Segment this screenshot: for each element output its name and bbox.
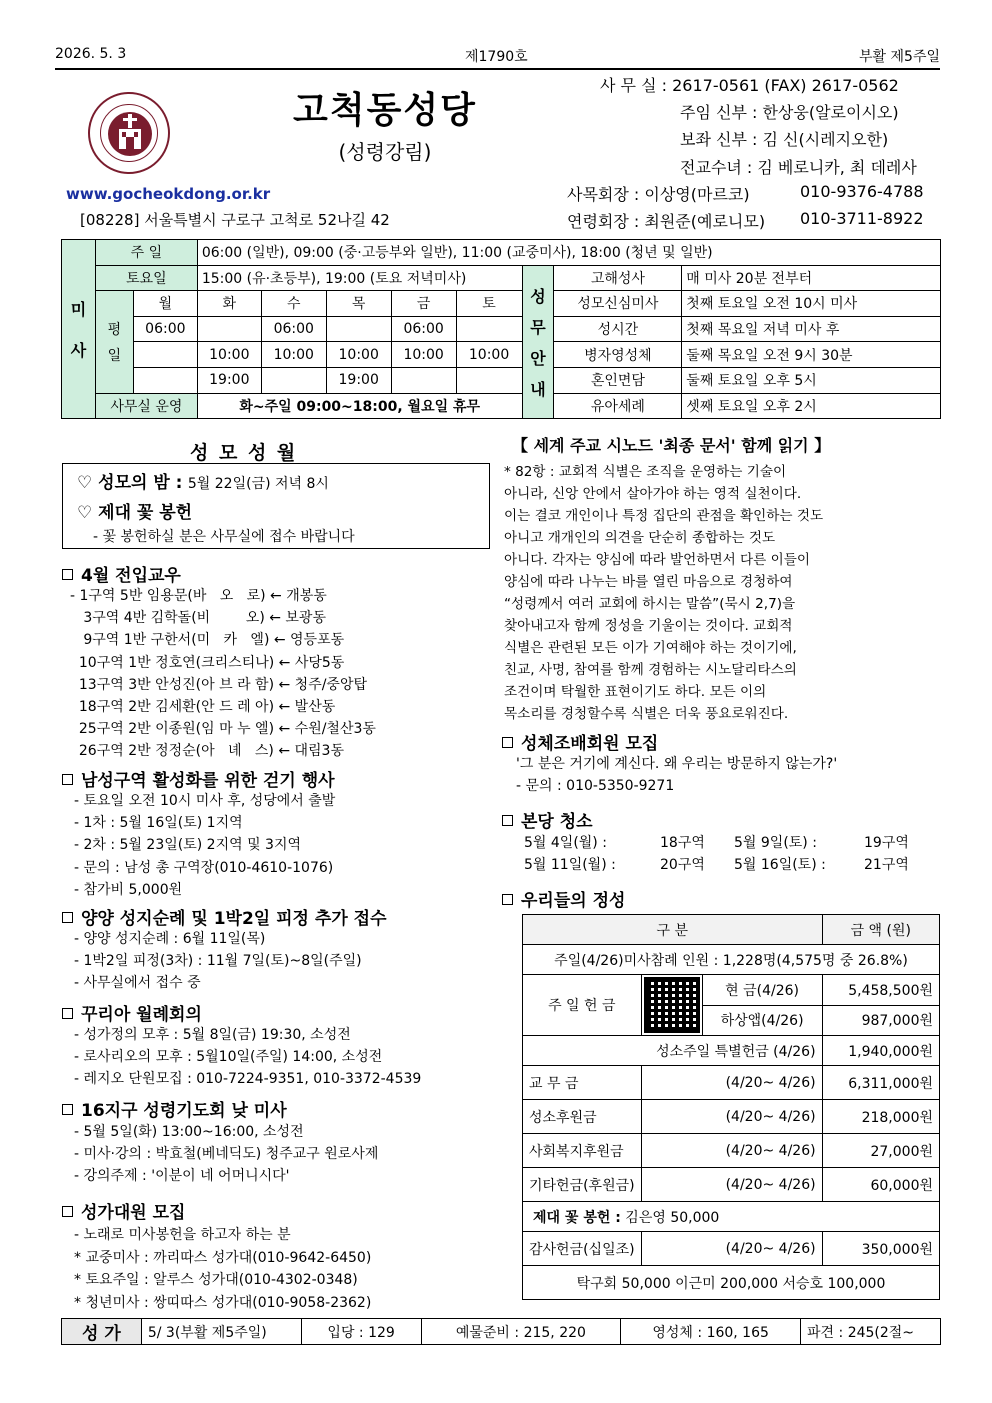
weekday-cell [326, 316, 391, 342]
synod-line: “성령께서 여러 교회에 하시는 말씀”(묵시 2,7)을 [504, 596, 796, 612]
list-item: - 1차 : 5월 16일(토) 1지역 [74, 815, 243, 832]
walk-title: 남성구역 활성화를 위한 걷기 행사 [62, 766, 335, 791]
list-item: - 1구역 5반 임용문(바 오 로) ← 개봉동 [70, 588, 327, 604]
list-item: - 문의 : 010-5350-9271 [516, 778, 675, 794]
sunday-collection-label: 주 일 헌 금 [523, 975, 642, 1036]
synod-line: * 82항 : 교회적 식별은 조직을 운영하는 기술이 [504, 464, 787, 480]
legion-phone: 010-3711-8922 [800, 209, 924, 228]
hymn-date: 5/ 3(부활 제5주일) [141, 1319, 301, 1345]
list-item: - 강의주제 : '이분이 네 어머니시다' [74, 1168, 290, 1185]
offering-row-amount: 6,311,000원 [822, 1066, 939, 1100]
office-hours: 화~주일 09:00~18:00, 월요일 휴무 [197, 393, 522, 419]
app-label: 하상앱(4/26) [702, 1005, 822, 1036]
choir-title: 성가대원 모집 [62, 1198, 185, 1223]
list-item: - 참가비 5,000원 [74, 881, 183, 898]
hymn-bar [61, 1318, 941, 1345]
offering-head-category: 구 분 [523, 915, 823, 945]
offering-row-label: 성소후원금 [523, 1100, 642, 1134]
church-emblem-icon [101, 105, 159, 163]
list-item: - 양양 성지순례 : 6월 11일(목) [74, 931, 266, 947]
council-president: 사목회장 : 이상영(마르코) [567, 185, 750, 204]
hymn-label: 성 가 [62, 1319, 142, 1345]
curia-list [74, 1024, 421, 1091]
weekday-cell: 06:00 [261, 316, 326, 342]
address [80, 209, 390, 230]
list-item: 10구역 1반 정호연(크리스티나) ← 사당5동 [70, 654, 345, 671]
attendance: 주일(4/26)미사참례 인원 : 1,228명(4,575명 중 26.8%) [523, 945, 940, 975]
district-title: 16지구 성령기도회 낮 미사 [62, 1096, 287, 1121]
liturgical-season: 부활 제5주일 [859, 49, 940, 65]
qr-code-icon [644, 977, 700, 1033]
weekday-mon: 월 [133, 291, 197, 317]
pastor: 주임 신부 : 한상웅(알로이시오) [680, 103, 899, 122]
council-phone: 010-9376-4788 [800, 182, 924, 201]
offering-row-period: (4/20~ 4/26) [641, 1100, 822, 1134]
weekday-cell [456, 367, 522, 393]
weekday-cell: 10:00 [456, 342, 522, 368]
guide-desc: 첫째 토요일 오전 10시 미사 [682, 291, 941, 317]
list-item: 18구역 2반 김세환(안 드 레 아) ← 발산동 [70, 698, 336, 715]
cash-label: 현 금(4/26) [702, 975, 822, 1006]
list-item: - 문의 : 남성 총 구역장(010-4610-1076) [74, 859, 334, 876]
special-offering-label: 성소주일 특별헌금 (4/26) [523, 1036, 823, 1066]
flower-note: - 꽃 봉헌하실 분은 사무실에 접수 바랍니다 [93, 529, 355, 545]
walk-list [74, 790, 335, 901]
adoration-title: 성체조배회원 모집 [502, 729, 658, 754]
flower-label: ♡ 제대 꽃 봉헌 [77, 503, 193, 523]
list-item: * 토요주일 : 알루스 성가대(010-4302-0348) [74, 1272, 358, 1289]
issue-number: 제1790호 [465, 49, 528, 65]
guide-desc: 매 미사 20분 전부터 [682, 265, 941, 291]
list-item: - 성가정의 모후 : 5월 8일(금) 19:30, 소성전 [74, 1027, 351, 1043]
guide-desc: 둘째 목요일 오전 9시 30분 [682, 342, 941, 368]
sunday-times: 06:00 (일반), 09:00 (중·고등부와 일반), 11:00 (교중미사), 18:00 (청년 및 일반) [197, 240, 940, 266]
donors: 탁구회 50,000 이근미 200,000 서승호 100,000 [523, 1266, 940, 1300]
pilgrim-list [74, 928, 362, 995]
list-item: - 토요일 오전 10시 미사 후, 성당에서 출발 [74, 793, 336, 809]
weekday-cell: 10:00 [197, 342, 261, 368]
parish-subtitle: (성령강림) [338, 140, 432, 164]
list-item: - 레지오 단원모집 : 010-7224-9351, 010-3372-4539 [74, 1071, 422, 1088]
weekday-sat: 토 [456, 291, 522, 317]
synod-line: 아니다. 각자는 양심에 따라 발언하면서 다른 이들이 [504, 552, 811, 568]
month-title: 성 모 성 월 [190, 442, 298, 464]
transfer-list [70, 585, 376, 763]
transfer-title: 4월 전입교우 [62, 561, 181, 586]
weekday-fri: 금 [391, 291, 456, 317]
synod-line: 양심에 따라 나누는 바를 열린 마음으로 경청하여 [504, 574, 793, 590]
guide-name: 혼인면담 [554, 367, 682, 393]
weekday-cell [456, 316, 522, 342]
district-list [74, 1121, 378, 1188]
thanks-label: 감사헌금(십일조) [523, 1232, 642, 1266]
cleaning-title: 본당 청소 [502, 807, 593, 832]
saturday-label: 토요일 [95, 265, 197, 291]
mass-side-label: 미 사 [62, 240, 96, 419]
parish-title: 고척동성당 [293, 90, 477, 131]
cleaning-schedule [524, 832, 924, 876]
postal-code: [08228] [80, 211, 140, 229]
app-amount: 987,000원 [822, 1005, 939, 1036]
top-rule [55, 68, 940, 70]
guide-desc: 첫째 목요일 저녁 미사 후 [682, 316, 941, 342]
guide-name: 성시간 [554, 316, 682, 342]
office-hours-label: 사무실 운영 [95, 393, 197, 419]
offering-row-label: 사회복지후원금 [523, 1134, 642, 1168]
weekday-thu: 목 [326, 291, 391, 317]
weekday-cell [133, 342, 197, 368]
guide-name: 병자영성체 [554, 342, 682, 368]
weekday-cell: 10:00 [326, 342, 391, 368]
street-address: 서울특별시 구로구 고척로 52나길 42 [144, 211, 390, 229]
weekday-cell [261, 367, 326, 393]
weekday-cell: 10:00 [391, 342, 456, 368]
hymn-entrance: 입당 : 129 [301, 1319, 421, 1345]
offering-row-period: (4/20~ 4/26) [641, 1168, 822, 1202]
pilgrim-title: 양양 성지순례 및 1박2일 피정 추가 접수 [62, 904, 387, 929]
thanks-amount: 350,000원 [822, 1232, 939, 1266]
hymn-communion: 영성체 : 160, 165 [621, 1319, 801, 1345]
offering-row-period: (4/20~ 4/26) [641, 1134, 822, 1168]
weekday-cell [133, 367, 197, 393]
choir-list [74, 1224, 371, 1314]
office-phone: 사 무 실 : 2617-0561 (FAX) 2617-0562 [600, 76, 899, 95]
assistant-priest: 보좌 신부 : 김 신(시레지오한) [680, 130, 889, 149]
mary-night-label: ♡ 성모의 밤 : [77, 473, 183, 493]
saturday-times: 15:00 (유·초등부), 19:00 (토요 저녁미사) [197, 265, 522, 291]
offering-row-label: 기타헌금(후원금) [523, 1168, 642, 1202]
list-item: * 청년미사 : 쌍띠따스 성가대(010-9058-2362) [74, 1294, 372, 1311]
cleaning-row: 5월 11일(월) : 20구역 5월 16일(토) : 21구역 [524, 857, 909, 873]
list-item: - 5월 5일(화) 13:00~16:00, 소성전 [74, 1124, 304, 1140]
hymn-recessional: 파견 : 245(2절~ [801, 1319, 941, 1345]
weekday-wed: 수 [261, 291, 326, 317]
flower-offering: 제대 꽃 봉헌 : 김은영 50,000 [523, 1202, 940, 1232]
guide-name: 유아세례 [554, 393, 682, 419]
weekday-tue: 화 [197, 291, 261, 317]
legion-president: 연령회장 : 최원준(예로니모) [567, 212, 766, 231]
adoration-list [516, 753, 837, 797]
bulletin-date: 2026. 5. 3 [55, 46, 127, 62]
list-item: '그 분은 거기에 계신다. 왜 우리는 방문하지 않는가?' [516, 756, 838, 772]
weekday-cell [391, 367, 456, 393]
synod-line: 이는 결코 개인이나 특정 집단의 관점을 확인하는 것도 [504, 508, 824, 524]
offering-table [522, 914, 940, 1300]
list-item: - 미사·강의 : 박효철(베네딕도) 청주교구 원로사제 [74, 1146, 379, 1163]
weekday-cell: 06:00 [133, 316, 197, 342]
offering-row-period: (4/20~ 4/26) [641, 1066, 822, 1100]
thanks-period: (4/20~ 4/26) [641, 1232, 822, 1266]
list-item: - 노래로 미사봉헌을 하고자 하는 분 [74, 1227, 291, 1243]
cleaning-row: 5월 4일(월) : 18구역 5월 9일(토) : 19구역 [524, 835, 909, 851]
offering-title: 우리들의 정성 [502, 886, 625, 911]
website-link[interactable]: www.gocheokdong.or.kr [66, 185, 271, 203]
list-item: 3구역 4반 김학돌(비 오) ← 보광동 [70, 610, 326, 627]
list-item: 26구역 2반 정정순(아 녜 스) ← 대림3동 [70, 743, 344, 760]
qr-code[interactable] [641, 975, 702, 1036]
synod-title: 【 세계 주교 시노드 '최종 문서' 함께 읽기 】 [512, 436, 831, 455]
hymn-offertory: 예물준비 : 215, 220 [421, 1319, 621, 1345]
list-item: - 2차 : 5월 23일(토) 2지역 및 3지역 [74, 837, 302, 854]
top-info-bar [55, 44, 940, 68]
offering-row-amount: 218,000원 [822, 1100, 939, 1134]
guide-desc: 둘째 토요일 오후 5시 [682, 367, 941, 393]
curia-title: 꾸리아 월례회의 [62, 1000, 202, 1025]
list-item: 25구역 2반 이종원(임 마 누 엘) ← 수원/철산3동 [70, 721, 376, 738]
weekday-cell: 19:00 [326, 367, 391, 393]
sisters: 전교수녀 : 김 베로니카, 최 데레사 [680, 158, 917, 177]
synod-line: 목소리를 경청할수록 식별은 더욱 풍요로워진다. [504, 706, 789, 722]
special-offering-amount: 1,940,000원 [822, 1036, 939, 1066]
synod-line: 조건이며 탁월한 표현이기도 하다. 모든 이의 [504, 684, 767, 700]
synod-line: 친교, 사명, 참여를 함께 경험하는 시노달리타스의 [504, 662, 797, 678]
guide-side-label: 성 무 안 내 [522, 265, 554, 419]
offering-row-label: 교 무 금 [523, 1066, 642, 1100]
weekday-cell: 06:00 [391, 316, 456, 342]
offering-row-amount: 60,000원 [822, 1168, 939, 1202]
synod-text [504, 460, 934, 724]
sunday-label: 주 일 [95, 240, 197, 266]
list-item: 13구역 3반 안성진(아 브 라 함) ← 청주/중앙탑 [70, 676, 368, 693]
cash-amount: 5,458,500원 [822, 975, 939, 1006]
weekday-label: 평 일 [95, 291, 133, 393]
weekday-cell: 10:00 [261, 342, 326, 368]
mary-night: 5월 22일(금) 저녁 8시 [187, 476, 329, 492]
parish-logo [88, 92, 170, 174]
guide-name: 고해성사 [554, 265, 682, 291]
list-item: - 사무실에서 접수 중 [74, 975, 201, 992]
list-item: - 1박2일 피정(3차) : 11월 7일(토)~8일(주일) [74, 953, 362, 970]
guide-desc: 셋째 토요일 오후 2시 [682, 393, 941, 419]
synod-line: 식별은 관련된 모든 이가 기여해야 하는 것이기에, [504, 640, 797, 656]
offering-row-amount: 27,000원 [822, 1134, 939, 1168]
synod-line: 찾아내고자 함께 정성을 기울이는 것이다. 교회적 [504, 618, 793, 634]
guide-name: 성모신심미사 [554, 291, 682, 317]
synod-line: 아니라, 신앙 안에서 살아가야 하는 영적 실천이다. [504, 486, 802, 502]
marian-box [62, 463, 490, 549]
list-item: - 로사리오의 모후 : 5월10일(주일) 14:00, 소성전 [74, 1049, 383, 1066]
list-item: * 교중미사 : 까리따스 성가대(010-9642-6450) [74, 1249, 372, 1266]
weekday-cell: 19:00 [197, 367, 261, 393]
weekday-cell [197, 316, 261, 342]
mass-schedule-table [61, 239, 941, 419]
list-item: 9구역 1반 구한서(미 카 엘) ← 영등포동 [70, 632, 345, 649]
offering-head-amount: 금 액 (원) [822, 915, 939, 945]
synod-line: 아니고 개개인의 의견을 단순히 종합하는 것도 [504, 530, 776, 546]
